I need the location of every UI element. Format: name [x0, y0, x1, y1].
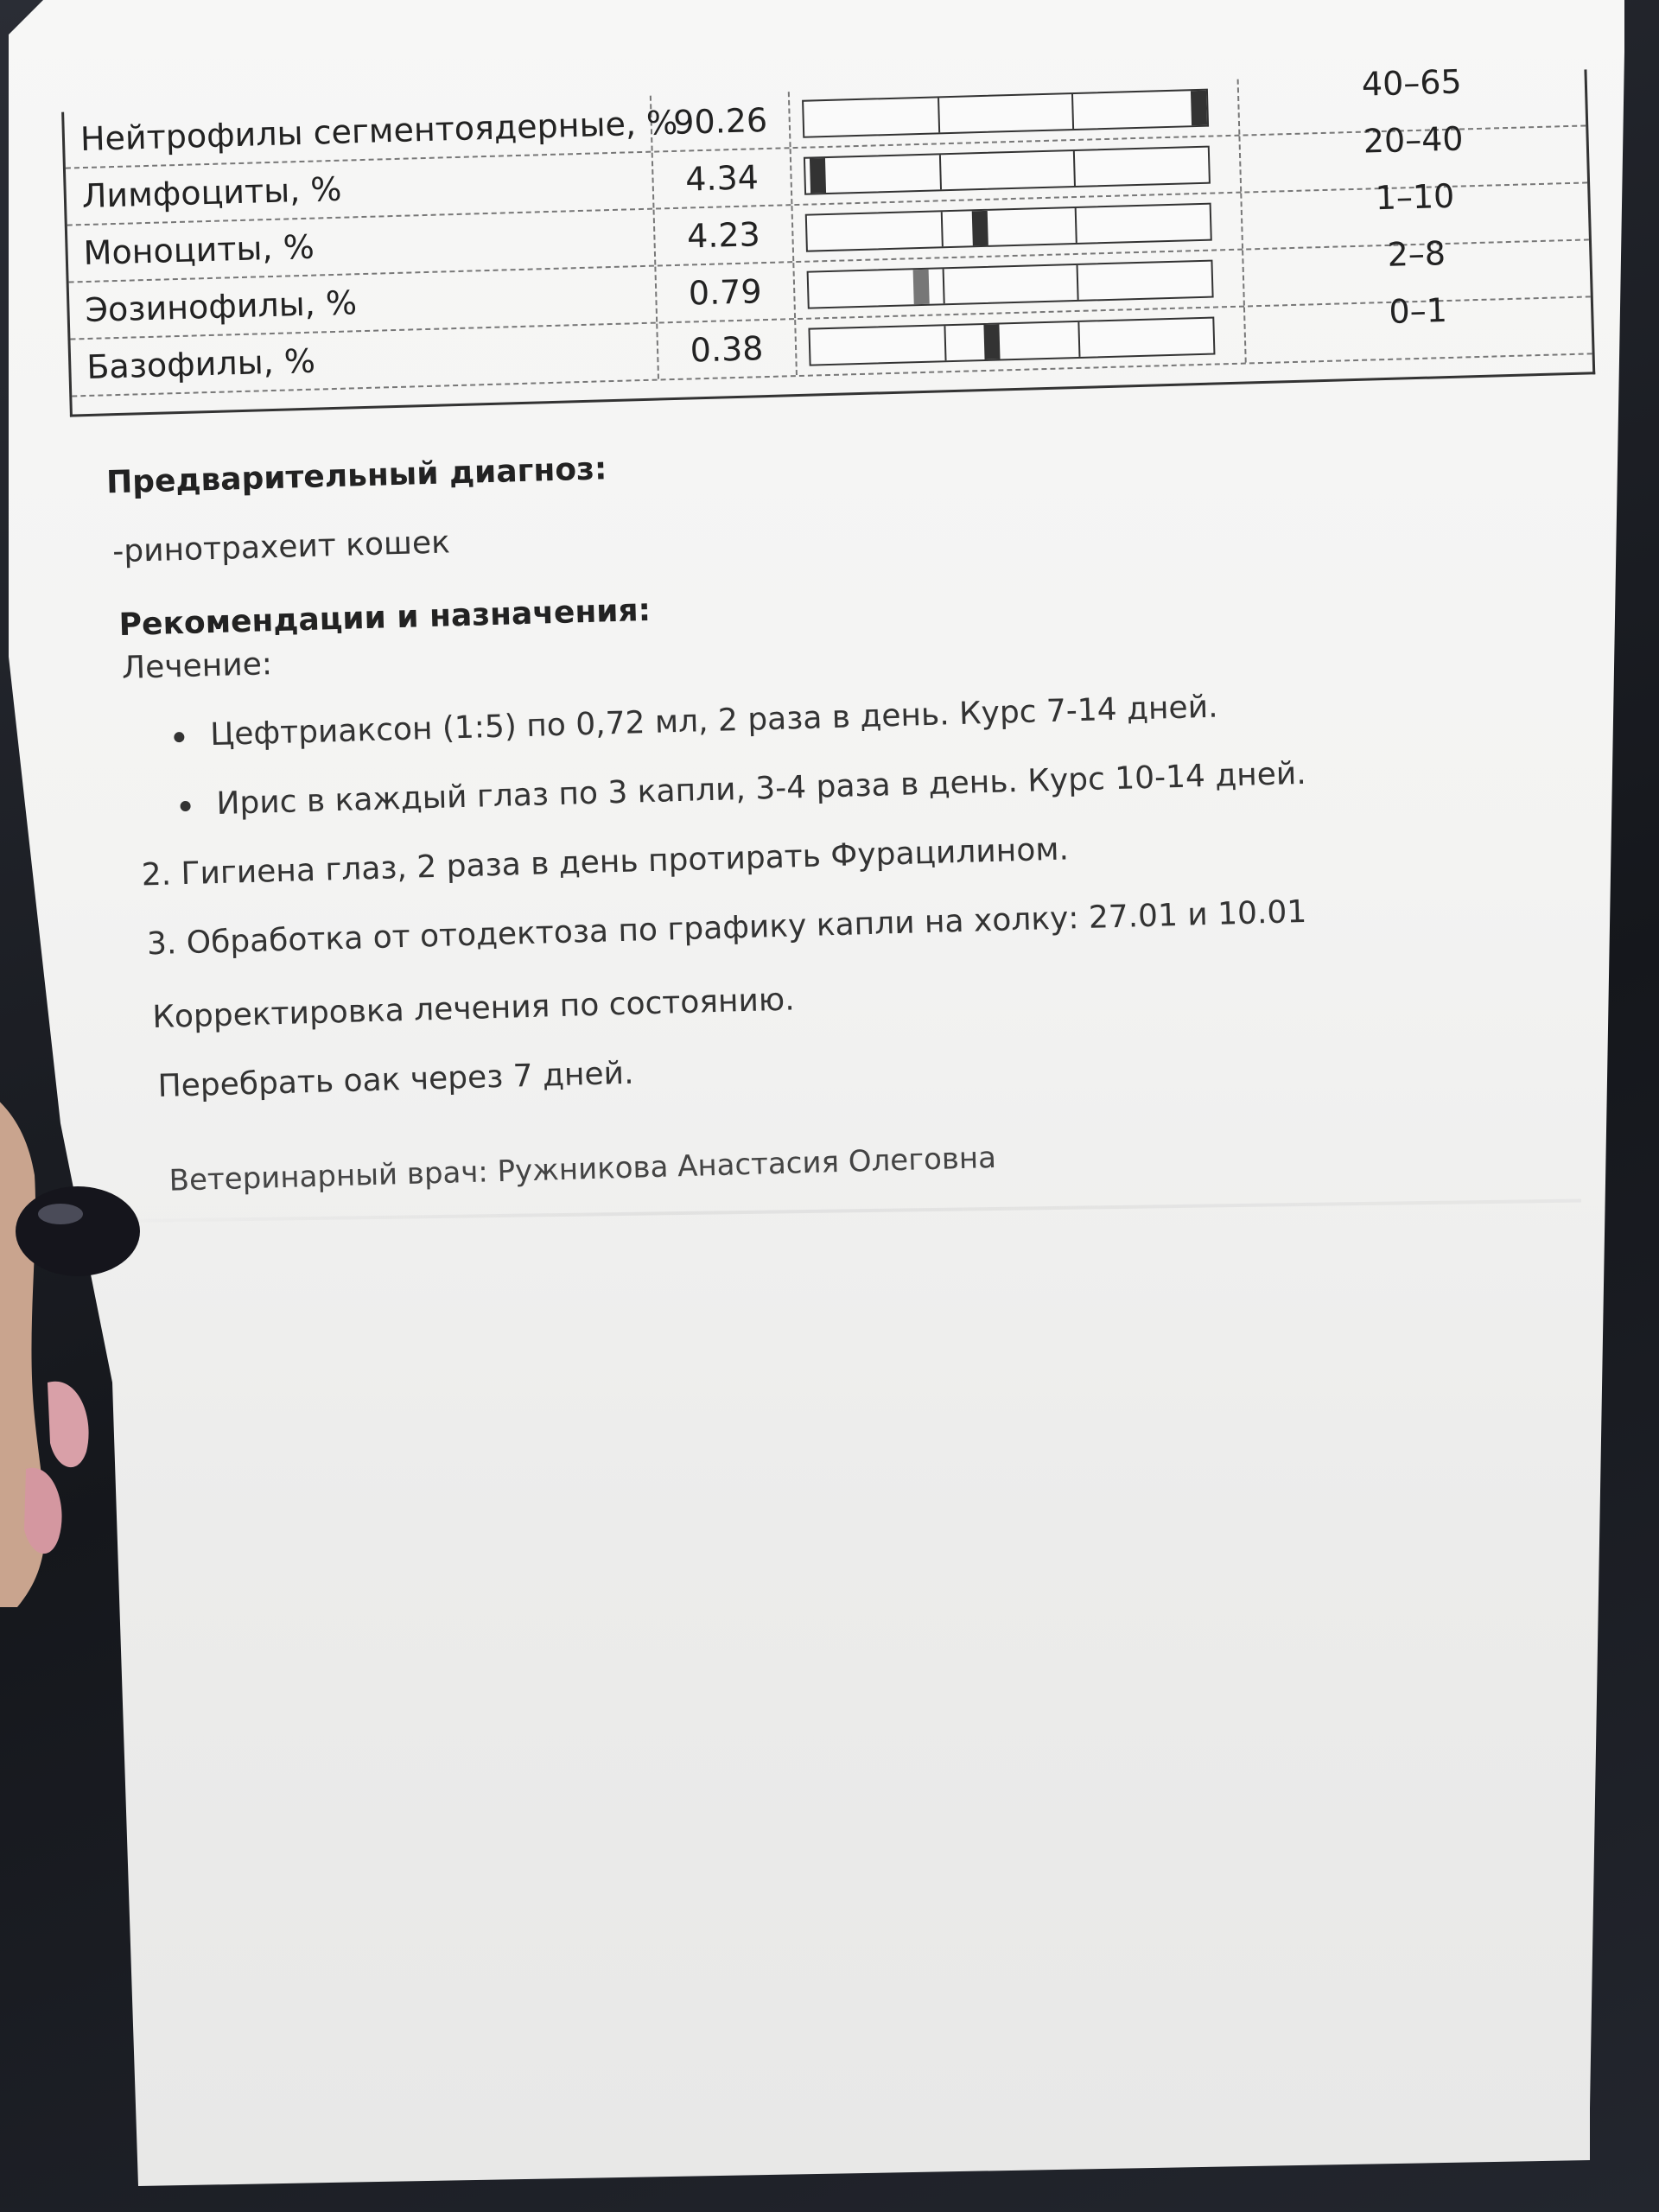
- diagnosis-title: Предварительный диагноз:: [105, 451, 607, 501]
- correction-note: Корректировка лечения по состоянию.: [151, 982, 796, 1036]
- doctor-signature: Ветеринарный врач: Ружникова Анастасия Олеговна: [168, 1140, 997, 1198]
- level-marker: [913, 270, 930, 304]
- level-marker: [810, 158, 826, 193]
- reference-range: 1–10: [1375, 176, 1455, 218]
- bar-divider: [941, 212, 944, 246]
- bar-divider: [1077, 265, 1079, 300]
- analyte-value: 0.79: [656, 263, 796, 321]
- bar-divider: [1071, 94, 1074, 129]
- analyte-name: Эозинофилы, %: [69, 267, 658, 339]
- level-bar: [804, 146, 1211, 195]
- level-marker: [972, 211, 988, 245]
- analyte-value: 4.34: [653, 149, 793, 207]
- level-bar-cell: [794, 251, 1245, 318]
- level-bar-cell: [792, 194, 1243, 261]
- analyte-value: 90.26: [652, 92, 791, 150]
- bar-divider: [943, 269, 945, 303]
- reference-range: 20–40: [1363, 119, 1465, 161]
- bullet-text: Ирис в каждый глаз по 3 капли, 3-4 раза в день. Курс 10-14 дней.: [215, 755, 1307, 822]
- hand-holding-paper: [0, 1071, 147, 1607]
- document-content: [52, 35, 1638, 1201]
- list-item: 3. Обработка от отодектоза по графику капли на холку: 27.01 и 10.01: [146, 893, 1307, 963]
- level-bar: [808, 317, 1215, 366]
- reference-range: 2–8: [1387, 234, 1446, 274]
- level-bar-cell: [791, 137, 1243, 204]
- bar-divider: [1078, 322, 1081, 357]
- fingernail-icon: [48, 1382, 89, 1467]
- level-bar-cell: [790, 79, 1241, 147]
- lab-results-table: [61, 62, 1595, 416]
- bullet-text: Цефтриаксон (1:5) по 0,72 мл, 2 раза в день. Курс 7-14 дней.: [209, 689, 1219, 753]
- list-item: 2. Гигиена глаз, 2 раза в день протирать Фурацилином.: [141, 831, 1070, 893]
- list-item: [174, 690, 1218, 754]
- analyte-value: 0.38: [658, 320, 798, 378]
- analyte-name: Базофилы, %: [70, 324, 659, 396]
- retest-note: Перебрать оак через 7 дней.: [157, 1055, 635, 1105]
- analyte-name: Нейтрофилы сегментоядерные, %: [64, 96, 653, 168]
- list-item: [180, 756, 1306, 823]
- treatment-label: Лечение:: [121, 646, 273, 686]
- reference-range: 40–65: [1361, 62, 1463, 104]
- bar-divider: [1073, 151, 1076, 186]
- level-marker: [1191, 91, 1207, 125]
- bar-divider: [944, 326, 947, 360]
- analyte-name: Моноциты, %: [67, 210, 657, 282]
- level-bar: [802, 89, 1209, 138]
- bullet-icon: [174, 732, 184, 742]
- diagnosis-text: -ринотрахеит кошек: [111, 524, 451, 570]
- recommendations-title: Рекомендации и назначения:: [118, 592, 652, 644]
- level-bar: [805, 203, 1212, 252]
- level-bar-cell: [796, 308, 1247, 375]
- reference-range: 0–1: [1388, 291, 1448, 331]
- bar-divider: [1075, 208, 1077, 243]
- analyte-name: Лимфоциты, %: [66, 153, 655, 225]
- bar-divider: [939, 155, 942, 189]
- level-bar: [807, 260, 1214, 309]
- bar-divider: [938, 98, 940, 132]
- fingernail-icon: [16, 1186, 140, 1276]
- bullet-icon: [180, 801, 190, 811]
- fingernail-icon: [24, 1468, 62, 1554]
- level-marker: [983, 325, 1000, 359]
- analyte-value: 4.23: [655, 206, 795, 264]
